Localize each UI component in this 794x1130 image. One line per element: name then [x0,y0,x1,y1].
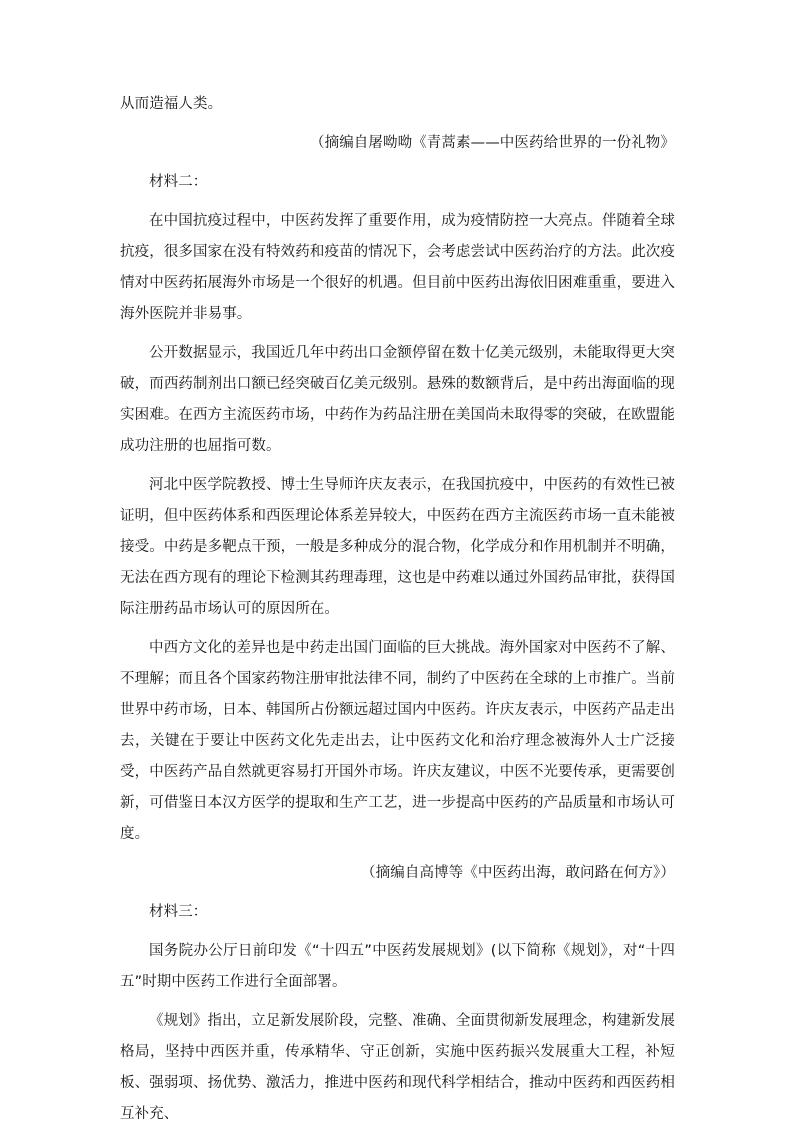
paragraph-material-two-d: 中西方文化的差异也是中药走出国门面临的巨大挑战。海外国家对中医药不了解、不理解；而且各个国家药物注册审批法律不同，制约了中医药在全球的上市推广。当前世界中药市场，日本、韩国所占份额远超过国内中医药。许庆友表示，中医药产品走出去，关键在于要让中医药文化先走出去，让中医药文化和治疗理念被海外人士广泛接受，中医药产品自然就更容易打开国外市场。许庆友建议，中医不光要传承，更需要创新，可借鉴日本汉方医学的提取和生产工艺，进一步提高中医药的产品质量和市场认可度。 [120,640,675,842]
paragraph-material-two-a: 在中国抗疫过程中，中医药发挥了重要作用，成为疫情防控一大亮点。伴随着全球抗疫，很多国家在没有特效药和疫苗的情况下，会考虑尝试中医药治疗的方法。此次疫情对中医药拓展海外市场是一个很好的机遇。但目前中医药出海依旧困难重重，要进入海外医院并非易事。 [120,213,675,322]
paragraph-material-two-c: 河北中医学院教授、博士生导师许庆友表示，在我国抗疫中，中医药的有效性已被证明，但中医药体系和西医理论体系差异较大，中医药在西方主流医药市场一直未能被接受。中药是多靶点干预，一般是多种成分的混合物，化学成分和作用机制并不明确，无法在西方现有的理论下检测其药理毒理，这也是中药难以通过外国药品审批，获得国际注册药品市场认可的原因所在。 [120,477,675,617]
paragraph-material-three-a: 国务院办公厅日前印发《“十四五”中医药发展规划》(以下简称《规划》，对“十四五”时期中医药工作进行全面部署。 [120,943,675,990]
paragraph-material-three-b: 《规划》指出，立足新发展阶段，完整、准确、全面贯彻新发展理念，构建新发展格局，坚持中西医并重，传承精华、守正创新，实施中医药振兴发展重大工程，补短板、强弱项、扬优势、激活力，推进中医药和现代科学相结合，推动中医药和西医药相互补充、 [120,1013,675,1122]
paragraph-ending: 从而造福人类。 [120,96,223,112]
text-column [120,89,675,1130]
citation-material-two: （摘编自高博等《中医药出海，敢问路在何方》） [361,865,675,881]
paragraph-material-two-b: 公开数据显示，我国近几年中药出口金额停留在数十亿美元级别，未能取得更大突破，而西药制剂出口额已经突破百亿美元级别。悬殊的数额背后，是中药出海面临的现实困难。在西方主流医药市场，中药作为药品注册在美国尚未取得零的突破，在欧盟能成功注册的也屈指可数。 [120,345,675,454]
heading-material-two: 材料二： [149,174,208,190]
heading-material-three: 材料三： [149,904,208,920]
citation-material-one: （摘编自屠呦呦《青蒿素——中医药给世界的一份礼物》 [310,135,675,151]
